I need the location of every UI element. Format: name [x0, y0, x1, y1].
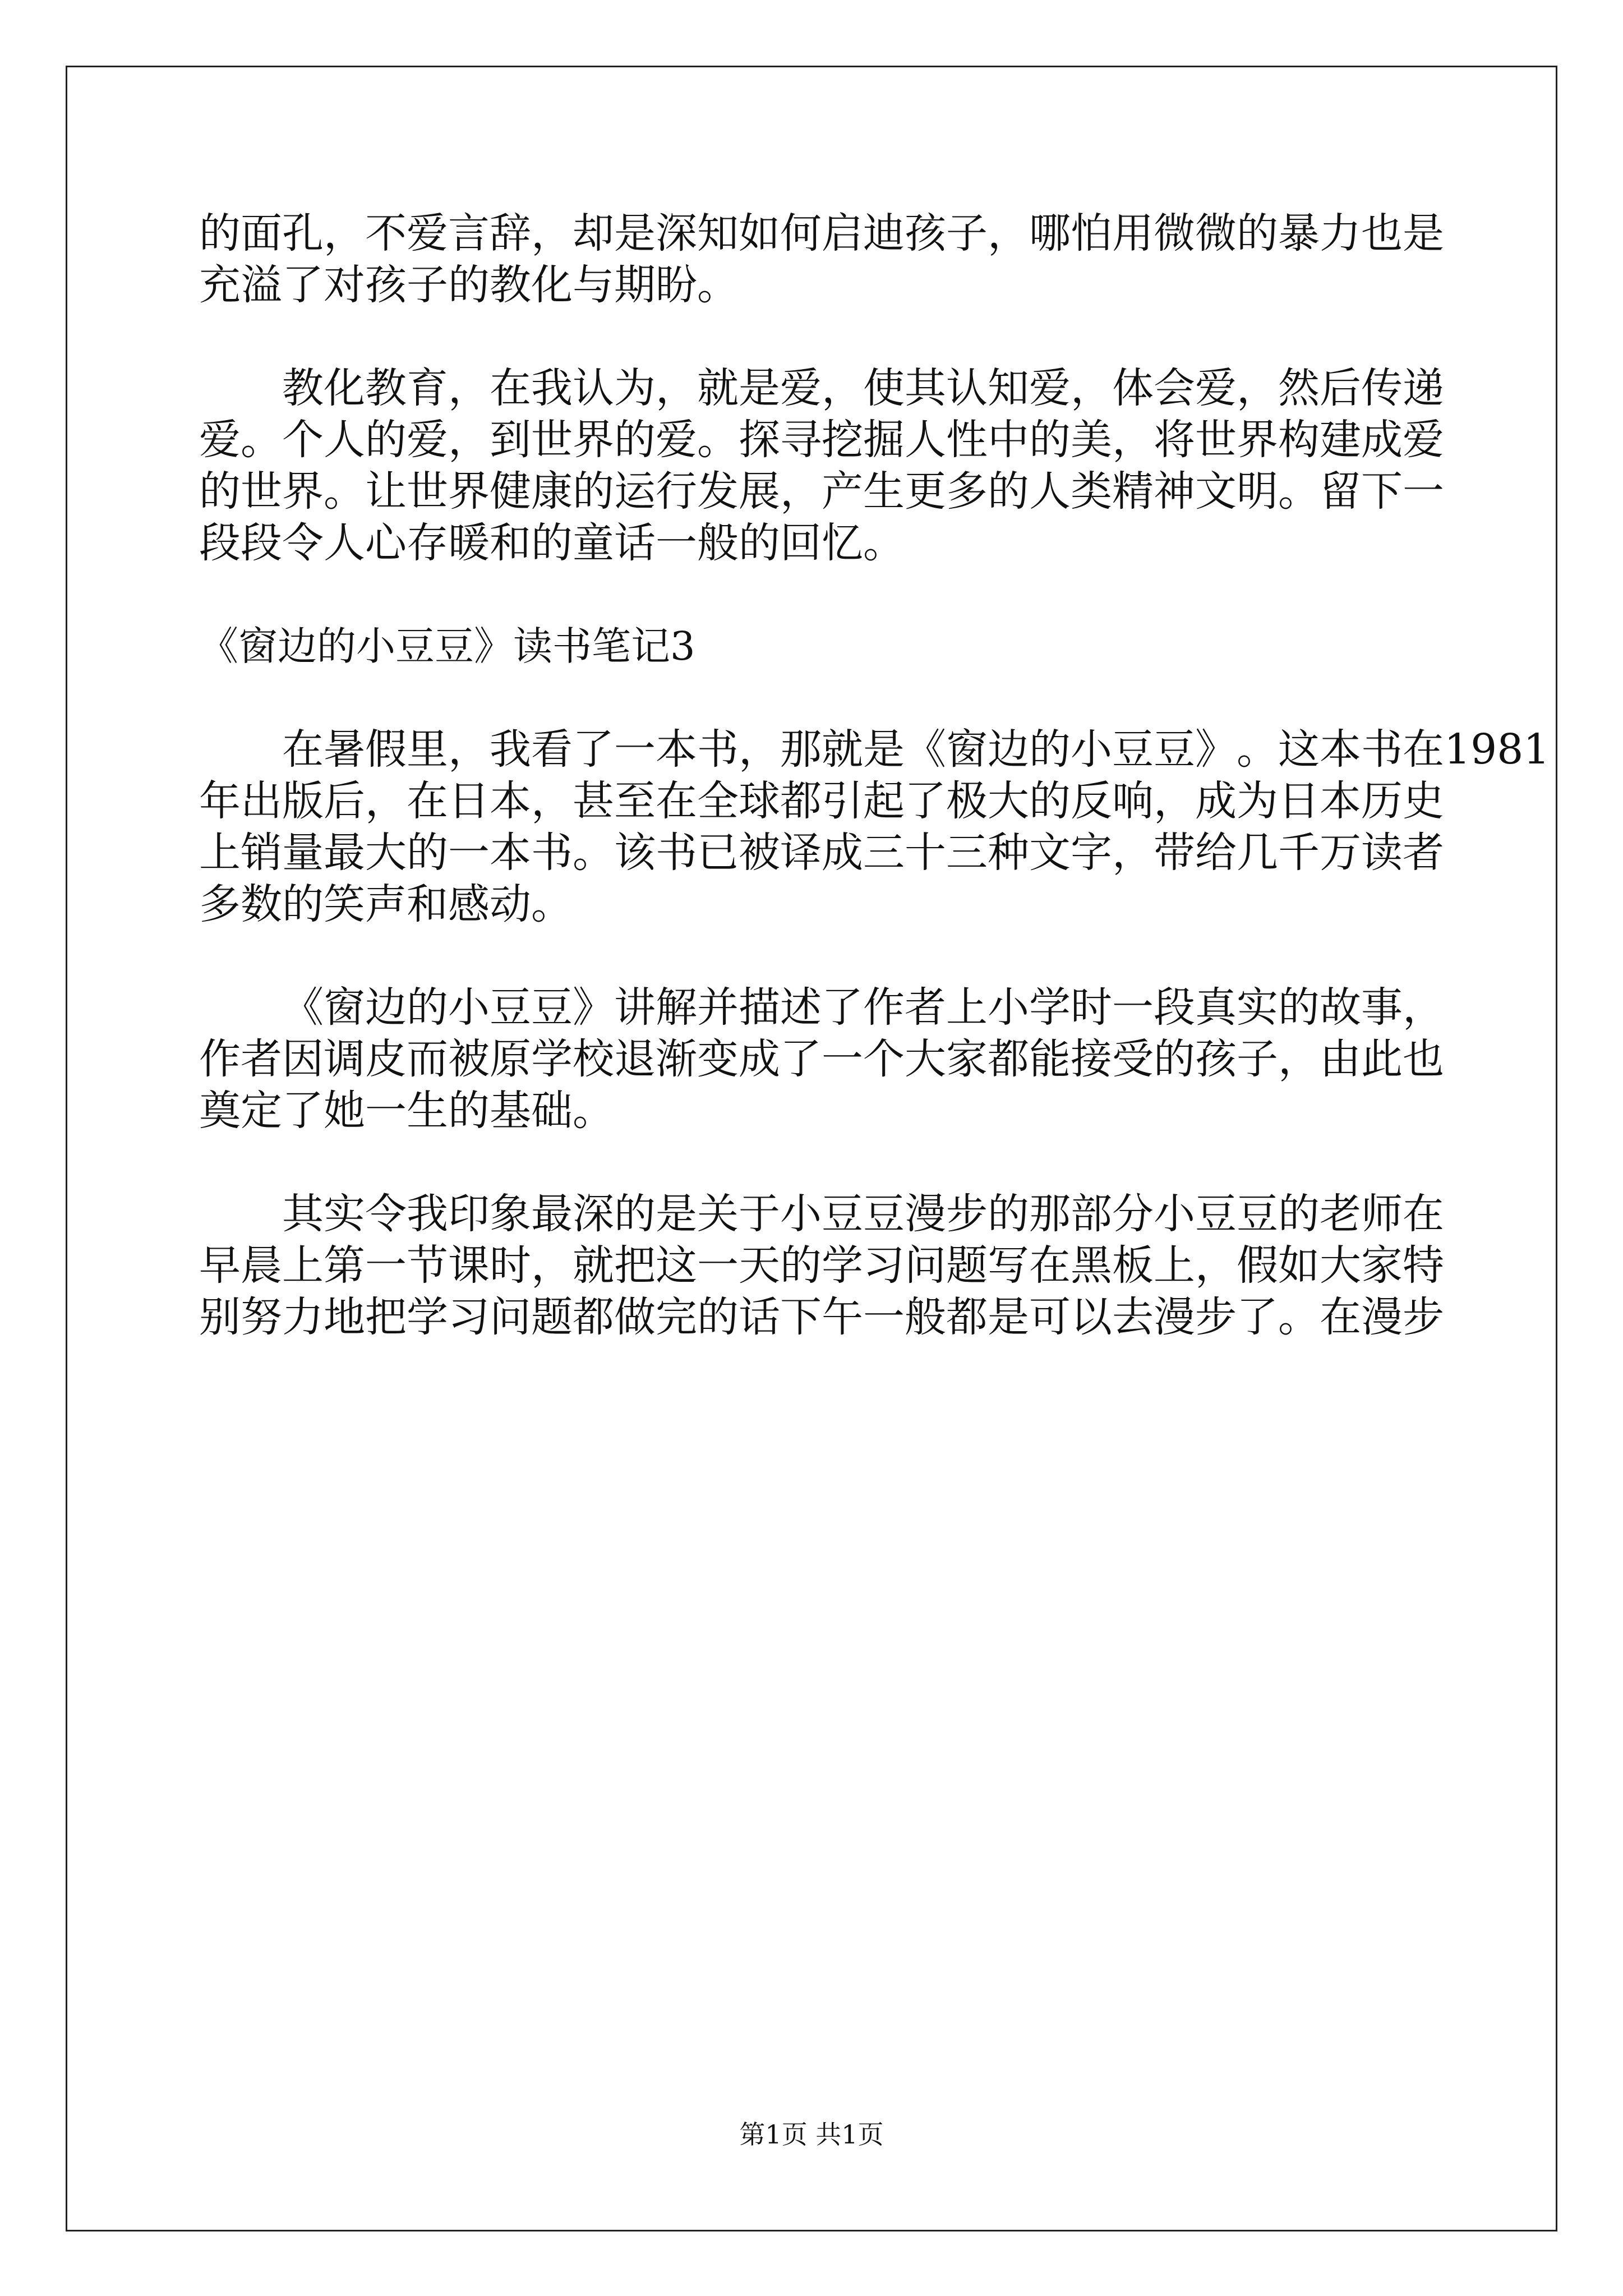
paragraph-line: 上 销 量 最 大 的 一 本 书 。 该 书 已 被 译 成 三 十 三 种 文 字 ， 带 给 几 千 万 读 者 — [199, 829, 1444, 877]
paragraph-line: 段段令人心存暖和的童话一般的回忆。 — [199, 519, 905, 567]
paragraph-line: 爱 。 个 人 的 爱 ， 到 世 界 的 爱 。 探 寻 挖 掘 人 性 中 的 美 ， 将 世 界 构 建 成 爱 — [199, 416, 1444, 464]
paragraph-line: 多数的笑声和感动。 — [199, 880, 573, 928]
paragraph-line: 作 者 因 调 皮 而 被 原 学 校 退 渐 变 成 了 一 个 大 家 都 能 接 受 的 孩 子 ， 由 此 也 — [199, 1035, 1444, 1083]
paragraph-line: 早 晨 上 第 一 节 课 时 ， 就 把 这 一 天 的 学 习 问 题 写 在 黑 板 上 ， 假 如 大 家 特 — [199, 1241, 1444, 1290]
paragraph-line: 年 出 版 后 ， 在 日 本 ， 甚 至 在 全 球 都 引 起 了 极 大 的 反 响 ， 成 为 日 本 历 史 — [199, 777, 1444, 825]
paragraph-line: 别 努 力 地 把 学 习 问 题 都 做 完 的 话 下 午 一 般 都 是 可 以 去 漫 步 了 。 在 漫 步 — [199, 1293, 1444, 1341]
section-heading: 《窗边的小豆豆》读书笔记3 — [199, 623, 695, 669]
paragraph-line: 的 世 界 。 让 世 界 健 康 的 运 行 发 展 ， 产 生 更 多 的 人 类 精 神 文 明 。 留 下 一 — [199, 467, 1444, 516]
page-number-footer: 第1页 共1页 — [739, 2119, 884, 2150]
paragraph-line: 《 窗 边 的 小 豆 豆 》 讲 解 并 描 述 了 作 者 上 小 学 时 一 段 真 实 的 故 事 ， — [282, 983, 1444, 1032]
paragraph-line: 教 化 教 育 ， 在 我 认 为 ， 就 是 爱 ， 使 其 认 知 爱 ， 体 会 爱 ， 然 后 传 递 — [282, 364, 1444, 412]
document-body — [199, 208, 1550, 1343]
paragraph-line: 其 实 令 我 印 象 最 深 的 是 关 于 小 豆 豆 漫 步 的 那 部 分 小 豆 豆 的 老 师 在 — [282, 1190, 1444, 1238]
paragraph-line: 在 暑 假 里 ， 我 看 了 一 本 书 ， 那 就 是 《 窗 边 的 小 豆 豆 》 。 这 本 书 在 1 9 8 1 — [282, 725, 1550, 774]
paragraph-line: 的 面 孔 ， 不 爱 言 辞 ， 却 是 深 知 如 何 启 迪 孩 子 ， 哪 怕 用 微 微 的 暴 力 也 是 — [199, 209, 1444, 257]
paragraph-line: 充溢了对孩子的教化与期盼。 — [199, 261, 739, 309]
paragraph-line: 奠定了她一生的基础。 — [199, 1087, 614, 1135]
